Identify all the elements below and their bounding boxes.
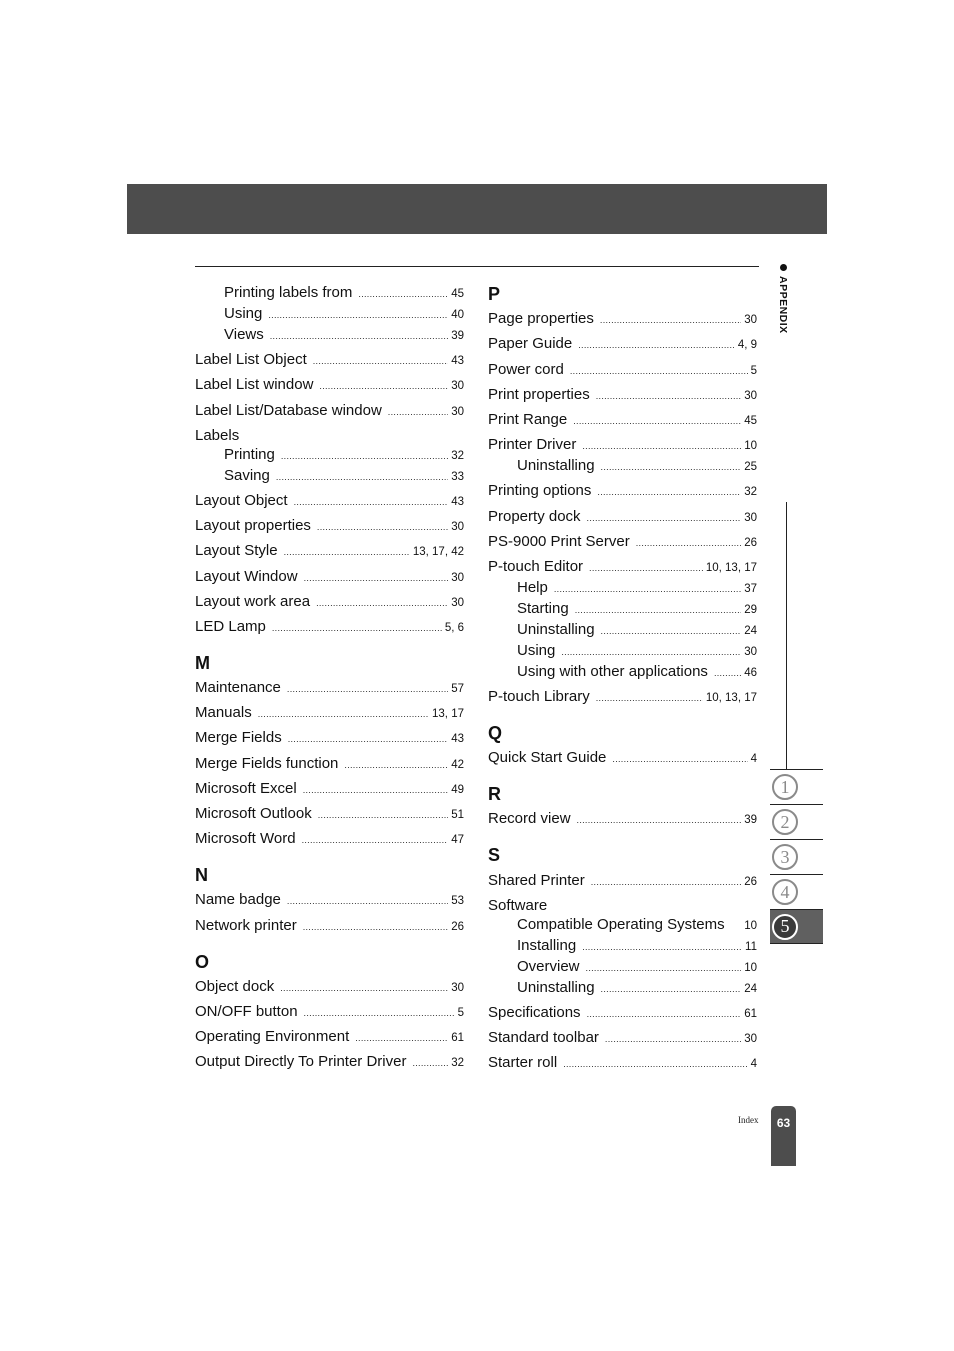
index-entry xyxy=(195,829,464,850)
index-page-ref: 45 xyxy=(744,414,757,427)
chapter-tab-3[interactable] xyxy=(770,839,823,874)
index-entry xyxy=(195,617,464,638)
index-page-ref: 39 xyxy=(744,814,757,827)
index-term: Network printer xyxy=(195,916,297,934)
index-page-ref: 13, 17 xyxy=(432,708,464,721)
index-term: Starting xyxy=(517,599,569,617)
index-entry xyxy=(195,1052,464,1073)
index-term: Overview xyxy=(517,957,580,975)
dot-leader xyxy=(294,493,449,512)
index-term: Printer Driver xyxy=(488,436,577,454)
index-term: Using with other applications xyxy=(517,662,708,680)
index-entry xyxy=(488,809,757,830)
index-subentry xyxy=(488,662,757,683)
dot-leader xyxy=(318,806,448,825)
index-term: Layout Window xyxy=(195,567,298,585)
index-entry xyxy=(195,754,464,775)
index-entry xyxy=(195,541,464,562)
dot-leader xyxy=(304,569,449,588)
index-page-ref: 10, 13, 17 xyxy=(705,692,757,705)
index-page-ref: 30 xyxy=(451,405,464,418)
dot-leader xyxy=(575,601,742,620)
index-entry xyxy=(488,748,757,769)
index-letter-heading: P xyxy=(488,284,501,304)
index-subentry xyxy=(195,445,464,466)
index-term: Label List Object xyxy=(195,351,307,369)
dot-leader xyxy=(287,892,448,911)
index-page-ref: 57 xyxy=(451,683,464,696)
index-page-ref: 25 xyxy=(744,461,757,474)
index-term: Using xyxy=(224,305,263,322)
index-page-ref: 24 xyxy=(744,624,757,637)
index-entry xyxy=(195,491,464,512)
index-subentry xyxy=(488,641,757,662)
dot-leader xyxy=(596,689,703,708)
index-page-ref: 26 xyxy=(451,920,464,933)
index-subentry xyxy=(195,304,464,325)
index-entry xyxy=(195,728,464,749)
index-entry xyxy=(488,360,757,381)
dot-leader xyxy=(586,959,742,978)
index-term: Installing xyxy=(517,936,577,954)
index-page-ref: 45 xyxy=(451,288,464,300)
header-band xyxy=(127,184,827,234)
dot-leader xyxy=(304,1004,455,1023)
dot-leader xyxy=(589,559,703,578)
dot-leader xyxy=(612,750,747,769)
index-page-ref: 30 xyxy=(744,389,757,402)
index-term: Software xyxy=(488,896,548,914)
dot-leader xyxy=(313,352,448,371)
chapter-number-icon: 1 xyxy=(772,774,798,800)
chapter-tab-2[interactable] xyxy=(770,804,823,839)
dot-leader xyxy=(316,594,448,613)
index-entry xyxy=(195,516,464,537)
index-entry xyxy=(488,385,757,406)
index-entry xyxy=(488,507,757,528)
index-term: Maintenance xyxy=(195,679,281,697)
index-term: Microsoft Excel xyxy=(195,779,297,797)
index-page-ref: 10 xyxy=(744,919,757,932)
chapter-number-icon: 3 xyxy=(772,844,798,870)
index-term: Saving xyxy=(224,466,270,484)
index-entry xyxy=(195,401,464,422)
index-term: Uninstalling xyxy=(517,457,595,475)
index-page-ref: 47 xyxy=(451,834,464,847)
index-page-ref: 29 xyxy=(744,603,757,616)
index-term: Object dock xyxy=(195,977,275,995)
index-page-ref: 4, 9 xyxy=(737,339,757,352)
index-subentry xyxy=(195,325,464,346)
index-letter-heading: O xyxy=(195,951,210,972)
dot-leader xyxy=(319,377,448,396)
index-entry xyxy=(195,1002,464,1023)
index-term: Printing labels from xyxy=(224,284,353,301)
dot-leader xyxy=(412,1054,448,1073)
index-page-ref: 43 xyxy=(451,733,464,746)
index-subentry xyxy=(488,578,757,599)
index-term: Microsoft Outlook xyxy=(195,805,312,822)
index-page-ref: 30 xyxy=(744,511,757,524)
index-term: Page properties xyxy=(488,310,594,328)
index-subentry xyxy=(195,283,464,304)
index-page-ref: 30 xyxy=(451,380,464,393)
dot-leader xyxy=(597,483,741,502)
index-entry xyxy=(195,678,464,699)
index-subentry xyxy=(488,456,757,477)
index-entry xyxy=(195,977,464,998)
chapter-number-icon: 4 xyxy=(772,879,798,905)
dot-leader xyxy=(258,705,429,724)
index-term: ON/OFF button xyxy=(195,1002,298,1020)
index-term: Layout Object xyxy=(195,491,288,509)
index-entry xyxy=(488,896,757,915)
index-term: Property dock xyxy=(488,507,581,525)
index-page-ref: 30 xyxy=(744,1033,757,1046)
chapter-tab-4[interactable] xyxy=(770,874,823,909)
index-page-ref: 51 xyxy=(451,809,464,821)
index-entry xyxy=(195,779,464,800)
index-subentry xyxy=(488,620,757,641)
index-page-ref: 43 xyxy=(451,355,464,368)
index-term: Layout work area xyxy=(195,592,311,610)
chapter-number-icon: 5 xyxy=(772,914,798,940)
index-term: Using xyxy=(517,641,556,659)
index-entry xyxy=(488,871,757,892)
dot-leader xyxy=(601,622,742,641)
index-entry xyxy=(488,410,757,431)
dot-leader xyxy=(303,781,449,800)
index-term: Help xyxy=(517,578,548,596)
index-page-ref: 43 xyxy=(451,495,464,508)
dot-leader xyxy=(268,306,448,325)
index-term: Merge Fields function xyxy=(195,754,339,772)
index-term: Labels xyxy=(195,426,240,444)
index-page-ref: 30 xyxy=(451,596,464,609)
index-page-ref: 26 xyxy=(744,536,757,549)
index-page-ref: 40 xyxy=(451,309,464,321)
index-letter-heading: N xyxy=(195,865,208,886)
index-entry xyxy=(195,916,464,937)
index-page-ref: 26 xyxy=(744,875,757,888)
dot-leader xyxy=(600,311,741,330)
index-term: Name badge xyxy=(195,891,281,909)
dot-leader xyxy=(288,730,449,749)
index-letter-heading: R xyxy=(488,784,501,805)
chapter-tab-5[interactable] xyxy=(770,909,823,944)
index-page-ref: 61 xyxy=(744,1008,757,1020)
index-term: Manuals xyxy=(195,704,252,722)
index-page-ref: 32 xyxy=(744,486,757,499)
index-term: Standard toolbar xyxy=(488,1029,599,1047)
dot-leader xyxy=(270,327,448,346)
index-page-ref: 61 xyxy=(451,1032,464,1045)
chapter-tabs xyxy=(770,769,823,944)
dot-leader xyxy=(570,362,748,381)
index-term: Output Directly To Printer Driver xyxy=(195,1053,407,1071)
index-term: Record view xyxy=(488,810,571,828)
index-page-ref: 10, 13, 17 xyxy=(705,561,757,574)
index-term: Layout properties xyxy=(195,517,311,535)
dot-leader xyxy=(561,643,741,662)
index-page-ref: 5 xyxy=(750,364,757,377)
dot-leader xyxy=(358,285,448,304)
dot-leader xyxy=(601,458,742,477)
bullet-icon xyxy=(780,264,787,271)
side-divider xyxy=(786,502,787,769)
dot-leader xyxy=(582,437,741,456)
index-entry xyxy=(488,334,757,355)
dot-leader xyxy=(596,387,741,406)
index-entry xyxy=(488,1003,757,1024)
dot-leader xyxy=(591,873,741,892)
index-page-ref: 24 xyxy=(744,982,757,995)
index-term: Quick Start Guide xyxy=(488,749,607,767)
index-term: Layout Style xyxy=(195,542,278,560)
index-page-ref: 5 xyxy=(457,1006,464,1019)
index-term: Compatible Operating Systems xyxy=(517,915,725,933)
chapter-tab-1[interactable] xyxy=(770,769,823,804)
index-letter-heading: M xyxy=(195,652,210,673)
index-term: Power cord xyxy=(488,360,564,378)
dot-leader xyxy=(605,1030,741,1049)
dot-leader xyxy=(281,447,448,466)
index-entry xyxy=(195,567,464,588)
index-page-ref: 30 xyxy=(744,645,757,658)
page-number-badge: 63 xyxy=(771,1106,796,1166)
index-entry xyxy=(488,1053,757,1074)
index-term: Uninstalling xyxy=(517,978,595,996)
index-term: Label List/Database window xyxy=(195,401,382,419)
dot-leader xyxy=(317,518,448,537)
index-term: Printing options xyxy=(488,482,592,500)
index-term: Microsoft Word xyxy=(195,830,296,848)
index-page-ref: 11 xyxy=(745,940,757,953)
index-entry xyxy=(488,532,757,553)
index-term: Label List window xyxy=(195,376,314,394)
index-page-ref: 30 xyxy=(451,521,464,534)
index-page-ref: 5, 6 xyxy=(444,621,464,634)
index-entry xyxy=(195,375,464,396)
index-page-ref: 30 xyxy=(451,981,464,994)
index-subentry xyxy=(488,599,757,620)
dot-leader xyxy=(587,509,742,528)
dot-leader xyxy=(302,831,449,850)
index-term: Print properties xyxy=(488,385,590,403)
dot-leader xyxy=(636,534,741,553)
index-page-ref: 39 xyxy=(451,330,464,342)
index-entry xyxy=(488,309,757,330)
index-term: Paper Guide xyxy=(488,335,573,353)
index-page-ref: 10 xyxy=(744,961,757,974)
index-term: Operating Environment xyxy=(195,1028,350,1046)
index-entry xyxy=(195,426,464,445)
dot-leader xyxy=(344,756,448,775)
dot-leader xyxy=(578,336,735,355)
dot-leader xyxy=(587,1005,742,1024)
index-subentry xyxy=(488,936,757,957)
index-page-ref: 33 xyxy=(451,470,464,483)
index-page-ref: 4 xyxy=(750,753,757,766)
index-entry xyxy=(195,890,464,911)
index-subentry xyxy=(488,957,757,978)
dot-leader xyxy=(303,918,449,937)
index-term: P-touch Editor xyxy=(488,557,584,575)
index-page-ref: 10 xyxy=(744,440,757,453)
index-entry xyxy=(195,350,464,371)
index-entry xyxy=(488,687,757,708)
dot-leader xyxy=(577,811,742,830)
index-column-left xyxy=(195,283,464,1073)
index-entry xyxy=(195,804,464,825)
dot-leader xyxy=(554,580,741,599)
dot-leader xyxy=(280,979,448,998)
dot-leader xyxy=(573,412,741,431)
index-entry xyxy=(195,1027,464,1048)
dot-leader xyxy=(563,1055,747,1074)
index-term: LED Lamp xyxy=(195,617,266,635)
index-entry xyxy=(488,557,757,578)
index-term: Printing xyxy=(224,445,275,463)
section-side-label xyxy=(777,264,789,334)
dot-leader xyxy=(388,403,448,422)
index-term: Starter roll xyxy=(488,1054,558,1072)
index-entry xyxy=(488,1028,757,1049)
index-page-ref: 4 xyxy=(750,1058,757,1071)
dot-leader xyxy=(276,468,448,487)
index-letter-heading: S xyxy=(488,845,501,866)
index-term: P-touch Library xyxy=(488,688,590,706)
index-term: PS-9000 Print Server xyxy=(488,532,630,550)
index-term: Merge Fields xyxy=(195,729,282,747)
chapter-number-icon: 2 xyxy=(772,809,798,835)
index-page-ref: 37 xyxy=(744,582,757,595)
index-subentry xyxy=(488,915,757,936)
index-page-ref: 46 xyxy=(744,666,757,679)
index-entry xyxy=(488,435,757,456)
dot-leader xyxy=(582,938,742,957)
index-entry xyxy=(488,481,757,502)
dot-leader xyxy=(355,1029,448,1048)
index-subentry xyxy=(195,466,464,487)
index-term: Print Range xyxy=(488,410,568,428)
index-column-right xyxy=(488,283,757,1074)
dot-leader xyxy=(284,543,410,562)
index-page-ref: 13, 17, 42 xyxy=(412,546,464,559)
index-page-ref: 32 xyxy=(451,449,464,462)
index-page-ref: 49 xyxy=(451,783,464,796)
index-entry xyxy=(195,592,464,613)
index-page-ref: 42 xyxy=(451,758,464,771)
index-page-ref: 53 xyxy=(451,895,464,908)
dot-leader xyxy=(272,619,442,638)
index-page-ref: 30 xyxy=(451,571,464,584)
footer-section-label: Index xyxy=(738,1115,759,1125)
section-side-label-text: APPENDIX xyxy=(777,276,789,334)
index-subentry xyxy=(488,978,757,999)
index-entry xyxy=(195,703,464,724)
top-rule xyxy=(195,266,759,267)
index-term: Views xyxy=(224,326,264,343)
dot-leader xyxy=(714,664,741,683)
index-page-ref: 32 xyxy=(451,1057,464,1070)
index-term: Specifications xyxy=(488,1004,581,1021)
index-term: Uninstalling xyxy=(517,620,595,638)
dot-leader xyxy=(601,980,742,999)
index-page-ref: 30 xyxy=(744,314,757,327)
dot-leader xyxy=(287,680,448,699)
index-term: Shared Printer xyxy=(488,871,585,889)
index-letter-heading: Q xyxy=(488,723,503,744)
